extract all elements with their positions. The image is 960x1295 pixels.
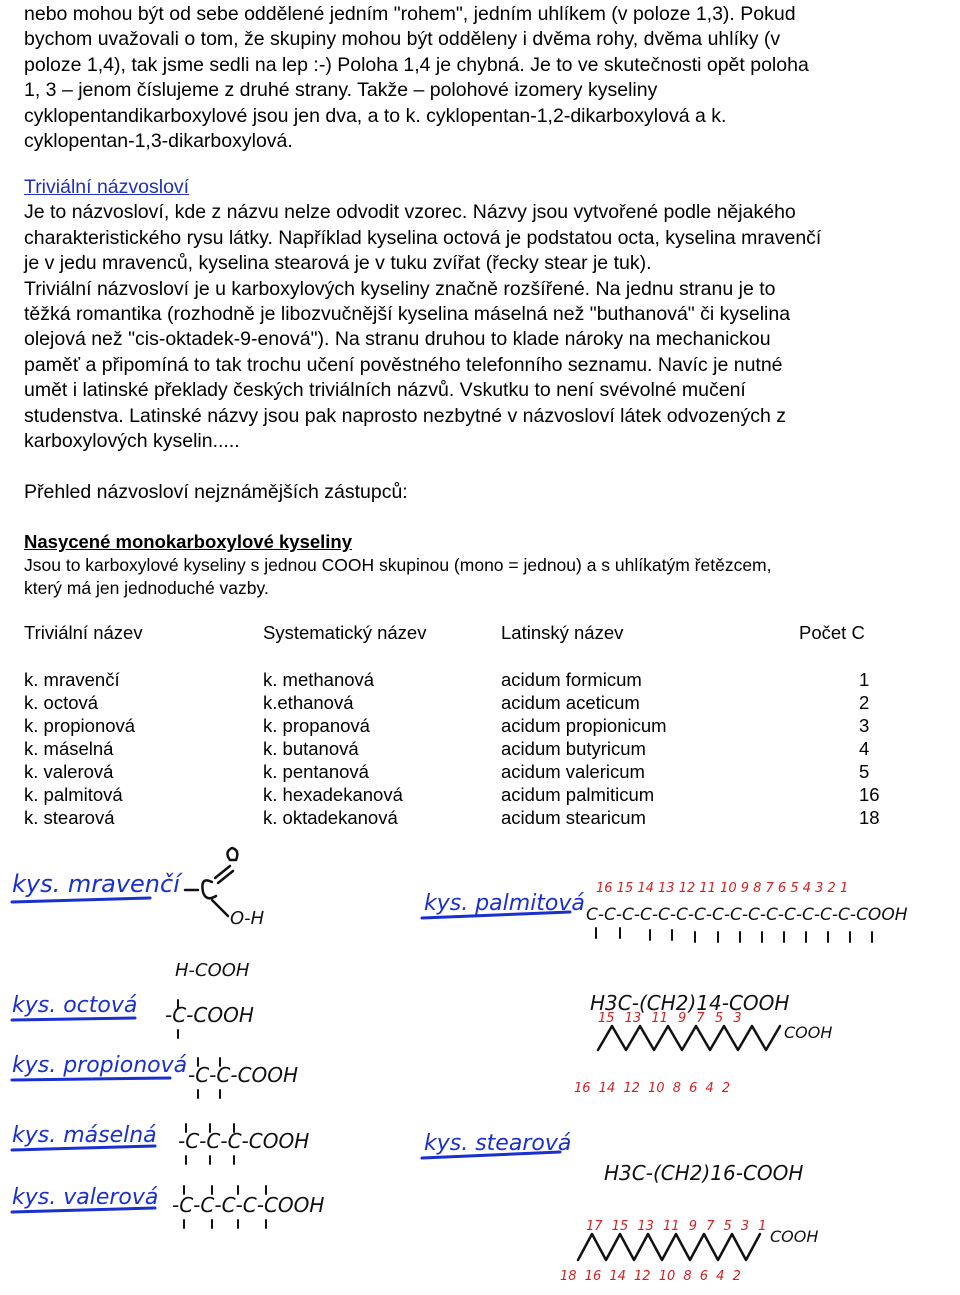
label-palmitic: kys. palmitová: [424, 891, 585, 916]
text-line: poloze 1,4), tak jsme sedli na lep :-) Poloha 1,4 je chybná. Je to ve skutečnosti opět poloha: [24, 53, 809, 76]
palmitic-carboxyl: COOH: [784, 1023, 833, 1042]
label-butyric: kys. máselná: [12, 1123, 157, 1148]
text-line: který má jen jednoduché vazby.: [24, 578, 269, 598]
text-line: karboxylových kyselin.....: [24, 430, 240, 453]
cell-trivial: k. valerová: [24, 761, 114, 782]
cell-systematic: k. oktadekanová: [263, 807, 398, 828]
table-row: [24, 761, 924, 784]
table-row: [24, 715, 924, 738]
stearic-carboxyl: COOH: [770, 1227, 819, 1246]
palmitic-condensed: H3C-(CH2)14-COOH: [590, 991, 790, 1015]
palmitic-zigzag-top: 15 13 11 9 7 5 3: [598, 1011, 742, 1026]
cell-latin: acidum palmiticum: [501, 784, 655, 805]
text-line: cyklopentandikarboxylové jsou jen dva, a to k. cyklopentan-1,2-dikarboxylová a k.: [24, 104, 727, 127]
palmitic-zigzag-bottom: 16 14 12 10 8 6 4 2: [574, 1081, 731, 1096]
palmitic-numbers: 16 15 14 13 12 11 10 9 8 7 6 5 4 3 2 1: [596, 881, 849, 896]
cell-trivial: k. máselná: [24, 738, 114, 759]
cell-carbon-count: 18: [859, 807, 880, 828]
text-line: je v jedu mravenců, kyselina stearová je v tuku zvířat (řecky stear je tuk).: [24, 252, 652, 275]
valeric-formula: -C-C-C-C-COOH: [172, 1193, 325, 1217]
cell-trivial: k. palmitová: [24, 784, 123, 805]
text-line: Jsou to karboxylové kyseliny s jednou COOH skupinou (mono = jednou) a s uhlíkatým řetězcem,: [24, 554, 772, 575]
text-line: paměť a připomíná to tak trochu učení pověstného telefonního seznamu. Navíc je nutné: [24, 353, 783, 376]
table-row: [24, 738, 924, 761]
butyric-formula: -C-C-C-COOH: [178, 1129, 310, 1153]
text-line: nebo mohou být od sebe oddělené jedním "rohem", jedním uhlíkem (v poloze 1,3). Pokud: [24, 3, 796, 25]
text-line: charakteristického rysu látky. Například kyselina octová je podstatou octa, kyselina mravenčí: [24, 226, 822, 249]
stearic-zigzag-bottom: 18 16 14 12 10 8 6 4 2: [560, 1269, 741, 1284]
svg-text:O-H: O-H: [230, 908, 265, 929]
text-line: Je to názvosloví, kde z názvu nelze odvodit vzorec. Názvy jsou vytvořené podle nějakého: [24, 201, 796, 224]
text-line: těžká romantika (rozhodně je libozvučnější kyselina máselná než "buthanová" či kyselina: [24, 303, 791, 326]
cell-systematic: k. methanová: [263, 669, 375, 690]
table-row: [24, 784, 924, 807]
cell-systematic: k. hexadekanová: [263, 784, 403, 805]
label-propionic: kys. propionová: [12, 1053, 188, 1078]
cell-systematic: k.ethanová: [263, 692, 354, 713]
text-line: cyklopentan-1,3-dikarboxylová.: [24, 130, 293, 153]
header-systematic: Systematický název: [263, 622, 427, 643]
label-stearic: kys. stearová: [424, 1131, 572, 1156]
cell-trivial: k. octová: [24, 692, 99, 713]
saturated-section: [24, 530, 772, 601]
section-heading: Triviální názvosloví: [24, 176, 190, 198]
cell-carbon-count: 1: [859, 669, 870, 690]
cell-systematic: k. pentanová: [263, 761, 369, 782]
cell-latin: acidum aceticum: [501, 692, 640, 713]
text-line: 1, 3 – jenom číslujeme z druhé strany. Takže – polohové izomery kyseliny: [24, 79, 658, 102]
formic-formula: H-COOH: [175, 960, 250, 981]
header-latin: Latinský název: [501, 622, 624, 643]
cell-carbon-count: 4: [859, 738, 870, 759]
acetic-formula: -C-COOH: [165, 1003, 254, 1027]
header-trivial: Triviální název: [24, 622, 143, 643]
cell-carbon-count: 5: [859, 761, 870, 782]
handwritten-formulas: [0, 840, 960, 1295]
text-line: olejová než "cis-oktadek-9-enová"). Na stranu druhou to klade nároky na mechanickou: [24, 328, 771, 351]
cell-latin: acidum butyricum: [501, 738, 646, 759]
table-header: [24, 622, 924, 645]
table-row: [24, 807, 924, 830]
text-line: umět i latinské překlady českých triviálních názvů. Vskutku to není svévolné mučení: [24, 379, 746, 402]
label-formic: kys. mravenčí: [12, 870, 180, 898]
label-acetic: kys. octová: [12, 993, 138, 1018]
cell-trivial: k. propionová: [24, 715, 136, 736]
label-valeric: kys. valerová: [12, 1185, 159, 1210]
text-line: studenstva. Latinské názvy jsou pak naprosto nezbytné v názvosloví látek odvozených z: [24, 404, 787, 427]
table-row: [24, 669, 924, 692]
section-heading: Nasycené monokarboxylové kyseliny: [24, 531, 353, 552]
cell-systematic: k. butanová: [263, 738, 359, 759]
text-line: bychom uvažovali o tom, že skupiny mohou být odděleny i dvěma rohy, dvěma uhlíky (v: [24, 28, 781, 51]
cell-carbon-count: 2: [859, 692, 870, 713]
palmitic-chain: C-C-C-C-C-C-C-C-C-C-C-C-C-C-C-COOH: [586, 905, 908, 925]
cell-trivial: k. mravenčí: [24, 669, 120, 690]
table-row: [24, 692, 924, 715]
text-line: Triviální názvosloví je u karboxylových kyseliny značně rozšířené. Na jednu stranu je to: [24, 277, 776, 300]
cell-latin: acidum formicum: [501, 669, 642, 690]
stearic-zigzag-top: 17 15 13 11 9 7 5 3 1: [586, 1219, 767, 1234]
trivial-section: [24, 175, 821, 454]
intro-paragraph: [24, 2, 809, 154]
propionic-formula: -C-C-COOH: [188, 1063, 299, 1087]
cell-latin: acidum stearicum: [501, 807, 646, 828]
header-carbon-count: Počet C: [799, 622, 865, 643]
cell-latin: acidum propionicum: [501, 715, 667, 736]
cell-carbon-count: 3: [859, 715, 870, 736]
overview-heading: Přehled názvosloví nejznámějších zástupců:: [24, 481, 408, 503]
stearic-condensed: H3C-(CH2)16-COOH: [604, 1161, 804, 1185]
cell-trivial: k. stearová: [24, 807, 115, 828]
cell-systematic: k. propanová: [263, 715, 370, 736]
cell-latin: acidum valericum: [501, 761, 645, 782]
cell-carbon-count: 16: [859, 784, 880, 805]
